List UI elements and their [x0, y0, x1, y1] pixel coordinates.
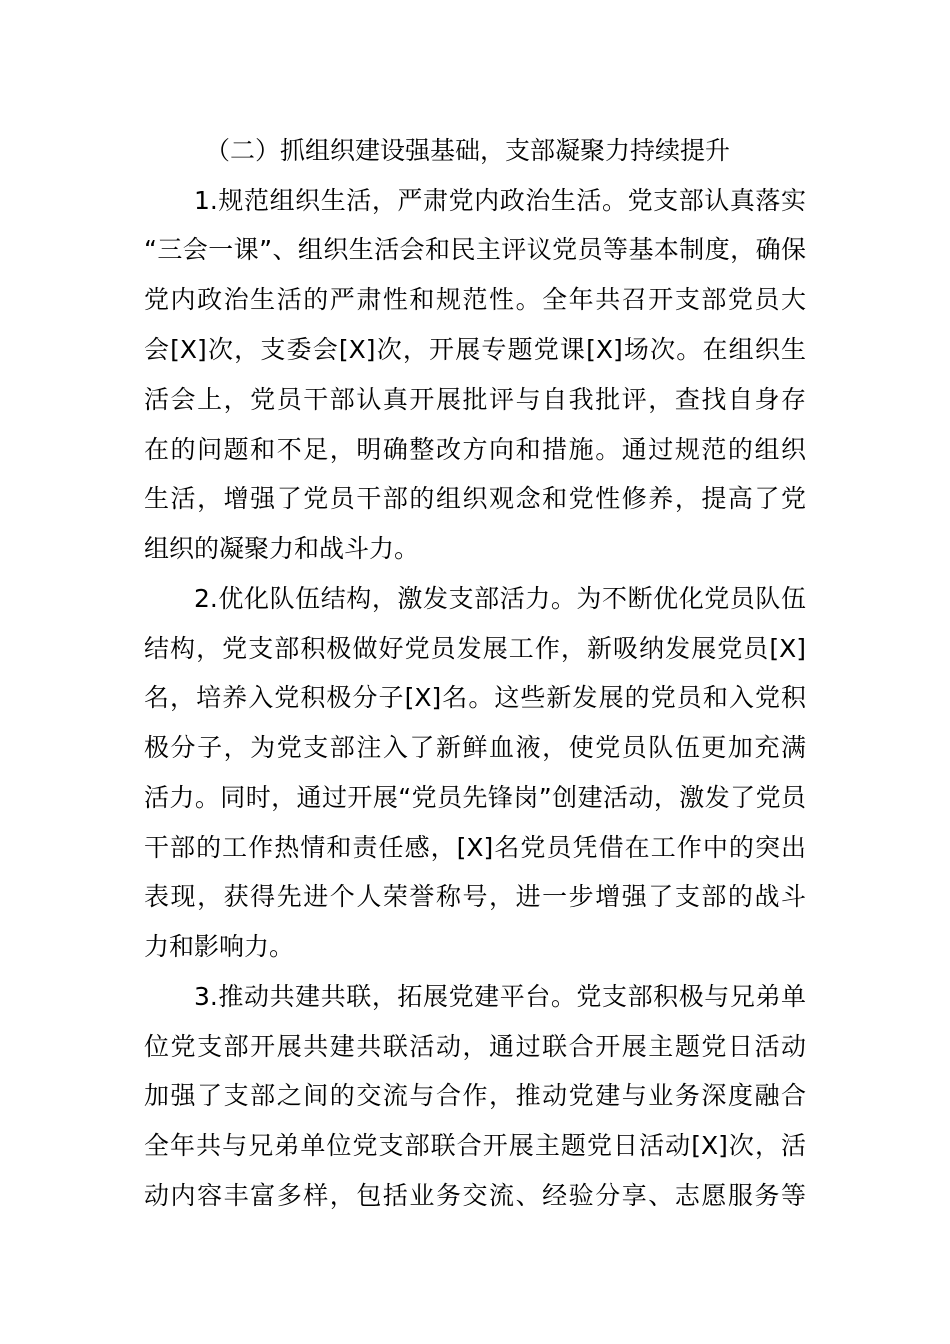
paragraph-1-line: 党内政治生活的严肃性和规范性。全年共召开支部党员大 [144, 285, 806, 314]
paragraph-2-line: 干部的工作热情和责任感，[X]名党员凭借在工作中的突出 [144, 833, 806, 862]
paragraph-1-line: 生活，增强了党员干部的组织观念和党性修养，提高了党 [144, 484, 806, 513]
paragraph-2-line: 表现，获得先进个人荣誉称号，进一步增强了支部的战斗 [144, 882, 806, 911]
paragraph-2-line: 结构，党支部积极做好党员发展工作，新吸纳发展党员[X] [144, 634, 806, 663]
section-heading: （二）抓组织建设强基础，支部凝聚力持续提升 [205, 136, 731, 165]
paragraph-3-line: 加强了支部之间的交流与合作，推动党建与业务深度融合 [144, 1081, 806, 1110]
paragraph-3-line: 动内容丰富多样，包括业务交流、经验分享、志愿服务等 [144, 1181, 806, 1210]
paragraph-1-line: “三会一课”、组织生活会和民主评议党员等基本制度，确保 [144, 235, 806, 264]
paragraph-3-line: 位党支部开展共建共联活动，通过联合开展主题党日活动 [144, 1032, 806, 1061]
paragraph-1-line: 组织的凝聚力和战斗力。 [144, 534, 420, 563]
paragraph-1-line: 1.规范组织生活，严肃党内政治生活。党支部认真落实 [194, 186, 806, 215]
paragraph-1-line: 会[X]次，支委会[X]次，开展专题党课[X]场次。在组织生 [144, 335, 806, 364]
paragraph-2-line: 极分子，为党支部注入了新鲜血液，使党员队伍更加充满 [144, 733, 806, 762]
paragraph-3-line: 3.推动共建共联，拓展党建平台。党支部积极与兄弟单 [194, 982, 806, 1011]
paragraph-2-line: 力和影响力。 [144, 932, 295, 961]
paragraph-2-line: 2.优化队伍结构，激发支部活力。为不断优化党员队伍 [194, 584, 806, 613]
paragraph-2-line: 活力。同时，通过开展“党员先锋岗”创建活动，激发了党员 [144, 783, 806, 812]
paragraph-1-line: 活会上，党员干部认真开展批评与自我批评，查找自身存 [144, 385, 806, 414]
paragraph-2-line: 名，培养入党积极分子[X]名。这些新发展的党员和入党积 [144, 683, 806, 712]
paragraph-3-line: 全年共与兄弟单位党支部联合开展主题党日活动[X]次，活 [144, 1131, 806, 1160]
paragraph-1-line: 在的问题和不足，明确整改方向和措施。通过规范的组织 [144, 435, 806, 464]
